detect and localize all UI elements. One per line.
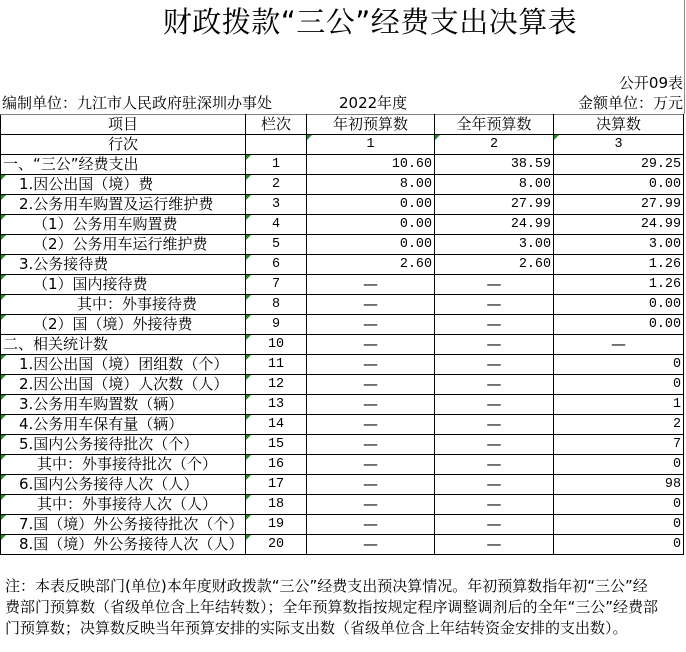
row-actual: 1.26: [554, 275, 684, 295]
header-item: 项目: [1, 115, 246, 135]
row-initial: —: [307, 355, 435, 375]
row-actual: 1: [554, 395, 684, 415]
table-row: [1, 415, 684, 435]
row-initial: —: [307, 295, 435, 315]
row-item: （2）公务用车运行维护费: [1, 235, 246, 255]
row-actual: 0.00: [554, 295, 684, 315]
row-full: 24.99: [435, 215, 554, 235]
index-line: [246, 135, 307, 155]
row-full: 8.00: [435, 175, 554, 195]
row-item: 3.公务用车购置数（辆）: [1, 395, 246, 415]
row-item: 2.因公出国（境）人次数（人）: [1, 375, 246, 395]
index-col-3: 3: [554, 135, 684, 155]
row-item: 二、相关统计数: [1, 335, 246, 355]
row-item: 其中：外事接待人次（人）: [1, 495, 246, 515]
row-initial: 0.00: [307, 215, 435, 235]
row-item: 2.公务用车购置及运行维护费: [1, 195, 246, 215]
row-full: —: [435, 275, 554, 295]
row-line: 9: [246, 315, 307, 335]
row-full: —: [435, 415, 554, 435]
footnote-line: 门预算数；决算数反映当年预算安排的实际支出数（省级单位含上年结转资金安排的支出数）。: [5, 619, 628, 637]
table-row: [1, 235, 684, 255]
row-actual: 98: [554, 475, 684, 495]
row-initial: —: [307, 415, 435, 435]
row-initial: —: [307, 315, 435, 335]
row-line: 11: [246, 355, 307, 375]
row-full: —: [435, 335, 554, 355]
table-row: [1, 535, 684, 555]
row-full: 27.99: [435, 195, 554, 215]
row-initial: —: [307, 335, 435, 355]
row-line: 7: [246, 275, 307, 295]
expenditure-table: [0, 114, 684, 555]
row-item: （1）国内接待费: [1, 275, 246, 295]
table-row: [1, 455, 684, 475]
fiscal-year: 2022年度: [339, 94, 408, 112]
row-actual: 3.00: [554, 235, 684, 255]
row-item: 其中：外事接待费: [1, 295, 246, 315]
table-row: [1, 255, 684, 275]
row-full: 2.60: [435, 255, 554, 275]
row-item: （1）公务用车购置费: [1, 215, 246, 235]
row-line: 13: [246, 395, 307, 415]
row-initial: 2.60: [307, 255, 435, 275]
row-item: 其中：外事接待批次（个）: [1, 455, 246, 475]
row-item: 3.公务接待费: [1, 255, 246, 275]
row-initial: —: [307, 375, 435, 395]
row-line: 4: [246, 215, 307, 235]
table-row: [1, 335, 684, 355]
row-item: 1.因公出国（境）费: [1, 175, 246, 195]
row-actual: 0.00: [554, 175, 684, 195]
row-initial: 10.60: [307, 155, 435, 175]
row-actual: 0: [554, 535, 684, 555]
table-row: [1, 275, 684, 295]
row-line: 18: [246, 495, 307, 515]
row-line: 15: [246, 435, 307, 455]
table-row: [1, 355, 684, 375]
header-budget-initial: 年初预算数: [307, 115, 435, 135]
row-full: —: [435, 355, 554, 375]
row-full: —: [435, 535, 554, 555]
row-actual: 7: [554, 435, 684, 455]
row-line: 16: [246, 455, 307, 475]
row-initial: —: [307, 435, 435, 455]
row-actual: 29.25: [554, 155, 684, 175]
row-initial: —: [307, 275, 435, 295]
row-line: 6: [246, 255, 307, 275]
row-actual: 27.99: [554, 195, 684, 215]
table-row: [1, 295, 684, 315]
row-line: 2: [246, 175, 307, 195]
row-full: —: [435, 455, 554, 475]
table-row: [1, 475, 684, 495]
row-full: —: [435, 375, 554, 395]
row-full: 38.59: [435, 155, 554, 175]
row-initial: —: [307, 495, 435, 515]
row-line: 12: [246, 375, 307, 395]
index-row: [1, 135, 684, 155]
footnote-line: 费部门预算数（省级单位含上年结转数）；全年预算数指按规定程序调整调剂后的全年“三公”经费部: [5, 598, 659, 616]
table-row: [1, 375, 684, 395]
table-row: [1, 515, 684, 535]
row-line: 8: [246, 295, 307, 315]
row-item: （2）国（境）外接待费: [1, 315, 246, 335]
row-actual: —: [554, 335, 684, 355]
header-actual: 决算数: [554, 115, 684, 135]
page-title: 财政拨款“三公”经费支出决算表: [162, 5, 578, 39]
row-initial: —: [307, 515, 435, 535]
preparing-unit: 编制单位：九江市人民政府驻深圳办事处: [2, 94, 273, 112]
table-row: [1, 195, 684, 215]
row-initial: 0.00: [307, 195, 435, 215]
header-budget-full: 全年预算数: [435, 115, 554, 135]
index-label: 行次: [1, 135, 246, 155]
row-initial: —: [307, 475, 435, 495]
amount-unit: 金额单位：万元: [577, 94, 683, 112]
row-actual: 24.99: [554, 215, 684, 235]
table-row: [1, 215, 684, 235]
row-full: —: [435, 395, 554, 415]
row-full: —: [435, 315, 554, 335]
row-initial: —: [307, 455, 435, 475]
row-item: 6.国内公务接待人次（人）: [1, 475, 246, 495]
index-col-2: 2: [435, 135, 554, 155]
footnote: [5, 576, 685, 639]
row-initial: 8.00: [307, 175, 435, 195]
table-row: [1, 395, 684, 415]
table-row: [1, 495, 684, 515]
row-full: —: [435, 295, 554, 315]
row-initial: —: [307, 395, 435, 415]
row-full: —: [435, 435, 554, 455]
header-line: 栏次: [246, 115, 307, 135]
row-line: 5: [246, 235, 307, 255]
row-full: —: [435, 475, 554, 495]
row-actual: 1.26: [554, 255, 684, 275]
row-line: 20: [246, 535, 307, 555]
row-initial: 0.00: [307, 235, 435, 255]
index-col-1: 1: [307, 135, 435, 155]
sheet-edge-line: [684, 0, 685, 114]
row-item: 7.国（境）外公务接待批次（个）: [1, 515, 246, 535]
row-actual: 2: [554, 415, 684, 435]
row-actual: 0: [554, 355, 684, 375]
form-number: 公开09表: [618, 74, 683, 92]
row-line: 19: [246, 515, 307, 535]
table-row: [1, 155, 684, 175]
row-full: 3.00: [435, 235, 554, 255]
row-full: —: [435, 515, 554, 535]
table-row: [1, 175, 684, 195]
row-actual: 0.00: [554, 315, 684, 335]
row-line: 10: [246, 335, 307, 355]
row-item: 1.因公出国（境）团组数（个）: [1, 355, 246, 375]
header-row: [1, 115, 684, 135]
row-item: 5.国内公务接待批次（个）: [1, 435, 246, 455]
row-actual: 0: [554, 375, 684, 395]
table-row: [1, 315, 684, 335]
row-full: —: [435, 495, 554, 515]
row-actual: 0: [554, 455, 684, 475]
row-item: 4.公务用车保有量（辆）: [1, 415, 246, 435]
row-line: 3: [246, 195, 307, 215]
row-item: 8.国（境）外公务接待人次（人）: [1, 535, 246, 555]
row-line: 17: [246, 475, 307, 495]
row-actual: 0: [554, 495, 684, 515]
row-item: 一、“三公”经费支出: [1, 155, 246, 175]
row-initial: —: [307, 535, 435, 555]
row-line: 1: [246, 155, 307, 175]
footnote-line: 注：本表反映部门(单位)本年度财政拨款“三公”经费支出预决算情况。年初预算数指年初“三公”经: [5, 577, 648, 595]
row-actual: 0: [554, 515, 684, 535]
row-line: 14: [246, 415, 307, 435]
table-row: [1, 435, 684, 455]
